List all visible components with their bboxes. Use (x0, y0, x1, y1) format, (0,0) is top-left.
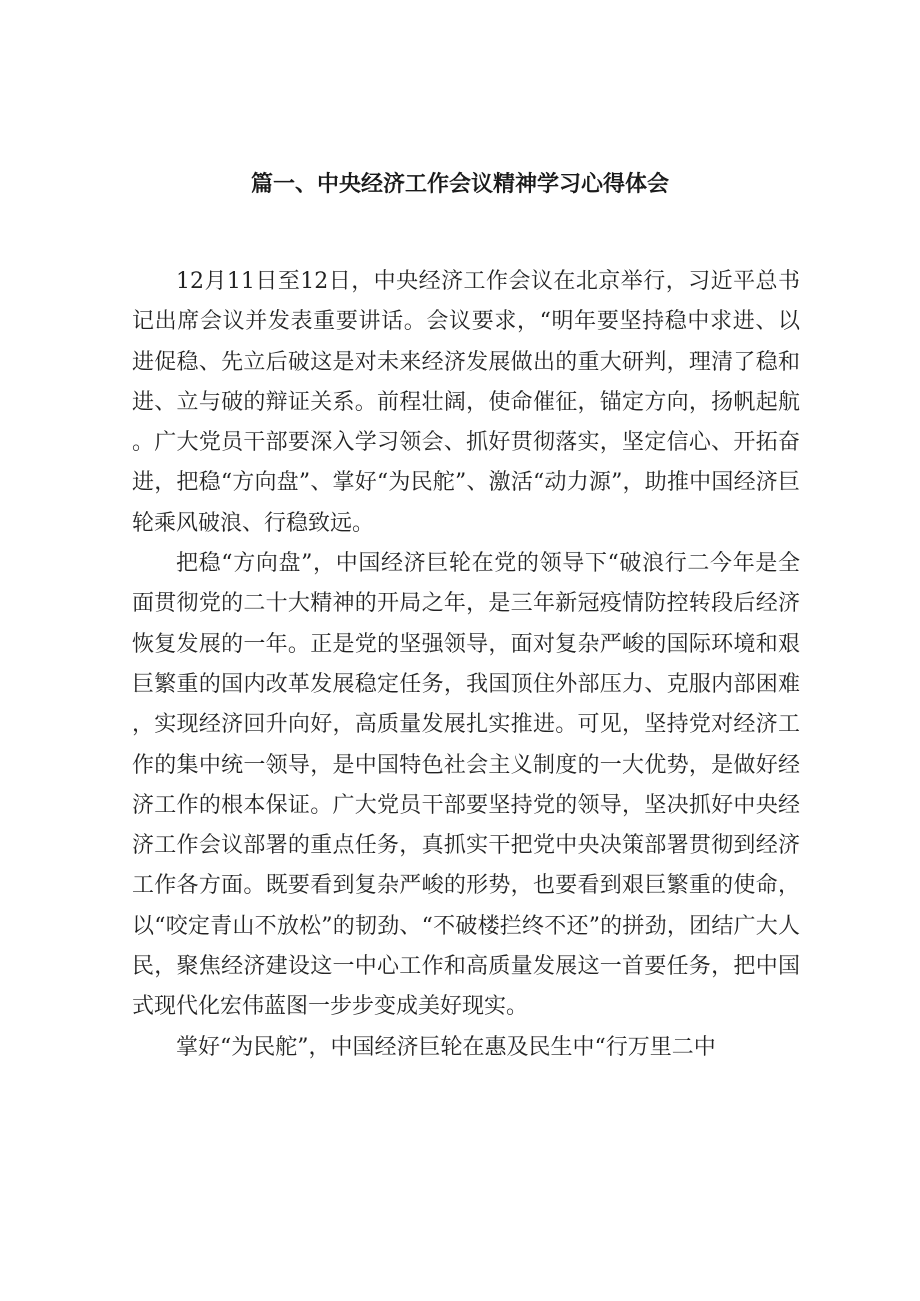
paragraph: 把稳“方向盘”，中国经济巨轮在党的领导下“破浪行二今年是全面贯彻党的二十大精神的开局之年，是三年新冠疫情防控转段后经济恢复发展的一年。正是党的坚强领导，面对复杂严峻的国际环境和艰巨繁重的国内改革发展稳定任务，我国顶住外部压力、克服内部困难，实现经济回升向好，高质量发展扎实推进。可见，坚持党对经济工作的集中统一领导，是中国特色社会主义制度的一大优势，是做好经济工作的根本保证。广大党员干部要坚持党的领导，坚决抓好中央经济工作会议部署的重点任务，真抓实干把党中央决策部署贯彻到经济工作各方面。既要看到复杂严峻的形势，也要看到艰巨繁重的使命，以“咬定青山不放松”的韧劲、“不破楼拦终不还”的拼劲，团结广大人民，聚焦经济建设这一中心工作和高质量发展这一首要任务，把中国式现代化宏伟蓝图一步步变成美好现实。 (132, 551, 800, 1020)
document-title: 篇一、中央经济工作会议精神学习心得体会 (250, 172, 669, 197)
document-body (132, 262, 800, 1068)
paragraph: 掌好“为民舵”，中国经济巨轮在惠及民生中“行万里二中 (176, 1034, 716, 1060)
paragraph: 12月11日至12日，中央经济工作会议在北京举行，习近平总书记出席会议并发表重要讲话。会议要求，“明年要坚持稳中求进、以进促稳、先立后破这是对未来经济发展做出的重大研判，理清了稳和进、立与破的辩证关系。前程壮阔，使命催征，锚定方向，扬帆起航。广大党员干部要深入学习领会、抓好贯彻落实，坚定信心、开拓奋进，把稳“方向盘”、掌好“为民舵”、激活“动力源”，助推中国经济巨轮乘风破浪、行稳致远。 (132, 269, 800, 536)
